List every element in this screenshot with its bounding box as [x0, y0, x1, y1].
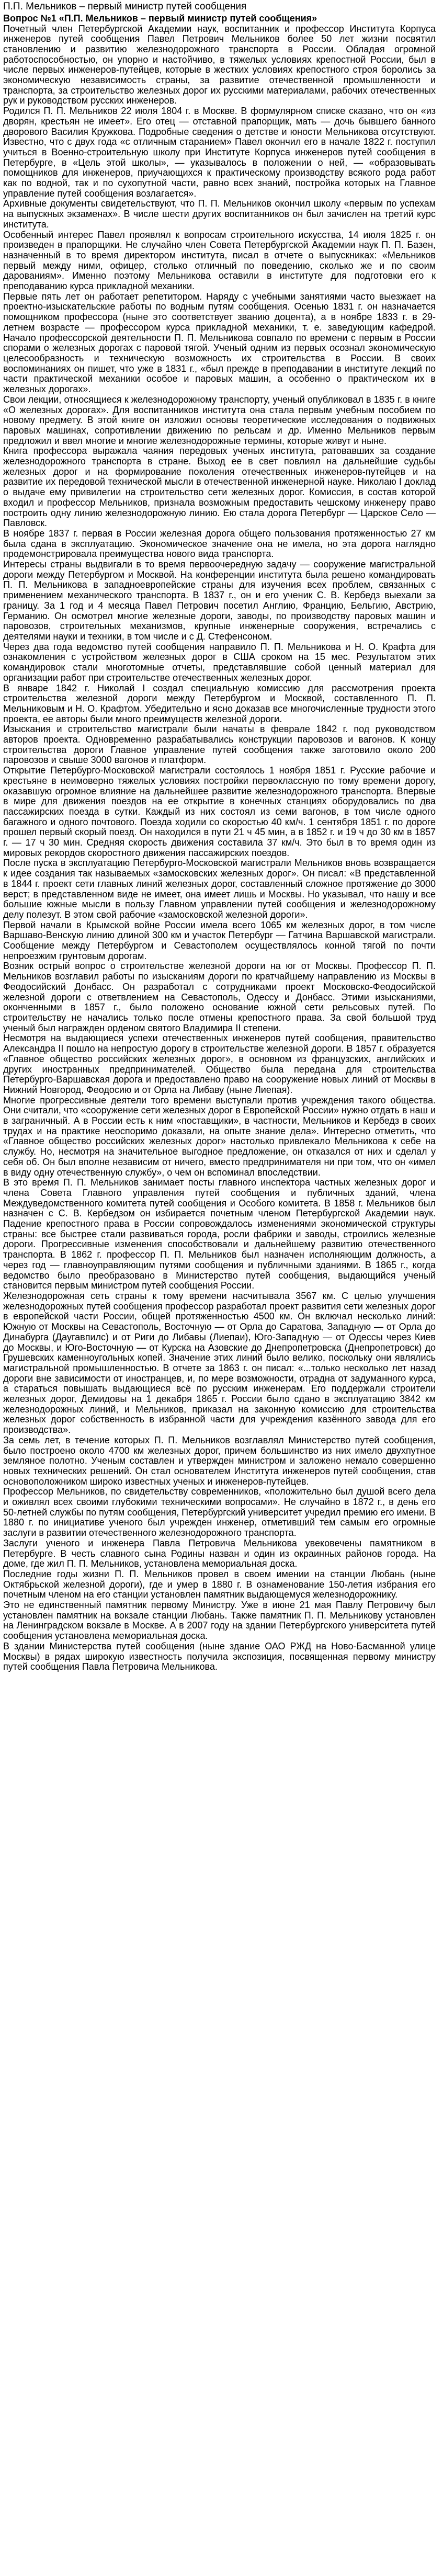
paragraph: Почетный член Петербургской Академии наук, воспитанник и профессор Института Корпуса инженеров путей сообщения Павел Петрович Мельников более 50 лет жизни посвятил становлению и развитию железнодорожного транспорта в России. Обладая огромной работоспособностью, он упорно и настойчиво, в тяжелых условиях крепостной России, был в числе первых инженеров-путейцев, которые в жестких условиях крепостного строя боролись за экономическую независимость страны, за развитие отечественной промышленности и транспорта, за строительство железных дорог их русскими материалами, рабочих отечественных рук и руководством русских инженеров. — [3, 23, 436, 106]
paragraph: Последние годы жизни П. П. Мельников провел в своем имении на станции Любань (ныне Октябрьской железной дороги), где и умер в 1880 г. В ознаменование 150-летия избрания его почетным членом на его станции установлен памятник выдающемуся железнодорожнику. — [3, 1568, 436, 1600]
paragraph: В это время П. П. Мельников занимает посты главного инспектора частных железных дорог и члена Совета Главного управления путей сообщения и публичных зданий, члена Междуведомственного комитета путей сообщения и Особого комитета. В 1858 г. Мельников был назначен с С. В. Кербедзом он избирается почетным членом Петербургской Академии наук. Падение крепостного права в России сопровождалось изменениями экономической структуры страны: все быстрее стали развиваться города, росли фабрики и заводы, строились железные дороги. Прогрессивные изменения способствовали и дальнейшему развитию отечественного транспорта. В 1862 г. профессор П. П. Мельников был назначен исполняющим должность, а через год — главноуправляющим путями сообщения и публичными зданиями. В 1865 г., когда ведомство было преобразовано в Министерство путей сообщения, выдающийся ученый становится первым министром путей сообщения России. — [3, 1177, 436, 1291]
paragraph: В январе 1842 г. Николай I создал специальную комиссию для рассмотрения проекта строительства железной дороги между Петербургом и Москвой, составленного П. П. Мельниковым и Н. О. Крафтом. Убедительно и ясно доказав все многочисленные трудности этого проекта, ее авторы были много преимуществ железной дороги. — [3, 682, 436, 724]
paragraph: Несмотря на выдающиеся успехи отечественных инженеров путей сообщения, правительство Александра II пошло на непростую дорогу в строительстве железной дороги. В 1857 г. образуется «Главное общество российских железных дорог», в основном из французских, английских и других иностранных предпринимателей. Общество была передана для строительства Петербурго-Варшавская дорога и предоставлено право на сооружение новых линий от Москвы в Нижний Новгород, Феодосию и от Орла на Либаву (ныне Лиепая). — [3, 1033, 436, 1095]
paragraph: Первые пять лет он работает репетитором. Наряду с учебными занятиями часто выезжает на проектно-изыскательские работы по водным путям сообщения. Осенью 1831 г. он назначается помощником профессора (ныне это соответствует званию доцента), а в ноябре 1833 г. в 29-летнем возрасте — профессором курса прикладной механики, т. е. заведующим кафедрой. Начало профессорской деятельности П. П. Мельникова совпало по времени с первым в России спорами о железных дорогах с паровой тягой. Ученый одним из первых осознал экономическую целесообразность и техническую возможность их строительства в России. В своих воспоминаниях он пишет, что уже в 1831 г., «был прежде в преподавании в институте лекций по части практической механики особое и паровых машин, а особенно о практическом их в железных дорогах». — [3, 291, 436, 395]
paragraph: Железнодорожная сеть страны к тому времени насчитывала 3567 км. С целью улучшения железнодорожных путей сообщения профессор разработал проект развития сети железных дорог в европейской части России, общей протяженностью 4500 км. Он включал несколько линий: Южную от Москвы на Севастополь, Восточную — от Орла до Саратова, Западную — от Орла до Динабурга (Даугавпилс) и от Риги до Либавы (Лиепаи), Юго-Западную — от Одессы через Киев до Москвы, и Юго-Восточную — от Курска на Азовские до Днепропетровска (Днепропетровск) до Грушевских каменноугольных копей. Значение этих линий было велико, поскольку они являлись магистральной промышленностью. В отчете за 1863 г. он писал: «...только несколько лет назад дороги вне зависимости от иностранцев, и, по мере возможности, отрадна от задуманного курса, а стараться повышать выдающиеся всё по русским инженерам. Его поддержали строители железных дорог, Демидовы на 1 декабря 1865 г. России было сдано в эксплуатацию 3842 км железнодорожных линий, и Мельников, приказал на законную комиссию для строительства железных дорог собственность в избранной части для учреждения казённого завода для его производства». — [3, 1290, 436, 1435]
paragraph: Особенный интерес Павел проявлял к вопросам строительного искусства, 14 июля 1825 г. он произведен в прапорщики. Не случайно член Совета Петербургской Академии наук П. П. Базен, назначенный в то время директором института, писал в отчете о выпускниках: «Мельников первый между ними, офицер, столько отличный по поведению, сколько же и по своим дарованиям». Именно поэтому Мельникова оставили в институте для подготовки его к преподаванию курса прикладной механики. — [3, 229, 436, 292]
paragraph: Возник острый вопрос о строительстве железной дороги на юг от Москвы. Профессор П. П. Мельников возглавил работы по изысканиям дороги по кратчайшему направлению из Москвы в Феодосийский Донбасс. Он разработал с сотрудниками проект Московско-Феодосийской железной дороги с ответвлением на Севастополь, Одессу и Донбасс. Этими изысканиями, оконченными в 1857 г., было положено основание южной сети рельсовых путей. По строительству не начались только после отмены крепостного права. За свой большой труд ученый был награжден орденом святого Владимира II степени. — [3, 961, 436, 1033]
paragraph: Свои лекции, относящиеся к железнодорожному транспорту, ученый опубликовал в 1835 г. в книге «О железных дорогах». Для воспитанников института она стала первым учебным пособием по новому предмету. В этой книге он изложил основы теоретические исследования о подвижных паровых машинах, сопротивлении движению по рельсам и др. Именно Мельников первым предложил и ввел многие и многие железнодорожные термины, которые живут и ныне. — [3, 394, 436, 446]
paragraph: За семь лет, в течение которых П. П. Мельников возглавлял Министерство путей сообщения, было построено около 4700 км железных дорог, причем большинство из них имело двухпутное земляное полотно. Ученым составлен и утвержден министром и заложено немало совершенно новых технических решений. Он стал основателем Института инженеров путей сообщения, став основоположником широко известных ученых и инженеров-путейцев. — [3, 1434, 436, 1487]
paragraph: Заслуги ученого и инженера Павла Петровича Мельникова увековечены памятником в Петербурге. В честь славного сына Родины назван и один из окраинных районов города. На доме, где жил П. П. Мельников, установлена мемориальная доска. — [3, 1537, 436, 1569]
paragraph: Через два года ведомство путей сообщения направило П. П. Мельникова и Н. О. Крафта для ознакомления с устройством железных дорог в США сроком на 15 мес. Результатом этих командировок стали многотомные отчеты, представлявшие собой ценный материал для организации работ при строительстве отечественных железных дорог. — [3, 641, 436, 683]
paragraph: Книга профессора выражала чаяния передовых ученых института, ратовавших за создание железнодорожного транспорта в стране. Выход ее в свет повлиял на дальнейшие судьбы железных дорог и на формирование поколения отечественных инженеров-путейцев и на развитие их передовой технической мысли в отечественной инженерной науке. Николаю I доклад о выдаче ему привилегии на строительство сети железных дорог. Комиссия, в состав которой входил и профессор Мельников, признала возможным предоставить чешскому инженеру право построить одну линию железнодорожную линию. Ею стала дорога Петербург — Царское Село — Павловск. — [3, 446, 436, 529]
page-title: П.П. Мельников – первый министр путей сообщения — [3, 1, 247, 12]
paragraph: Интересы страны выдвигали в то время первоочередную задачу — сооружение магистральной дороги между Петербургом и Москвой. На конференции института была решено командировать П. П. Мельникова в западноевропейские страны для изучения всех проблем, связанных с применением механического транспорта. В 1837 г., он и его ученик С. В. Кербедз выехали за границу. За 1 год и 4 месяца Павел Петрович посетил Англию, Францию, Бельгию, Австрию, Германию. Он осмотрел многие железные дороги, заводы, по производству паровых машин и паровозов, строительных механизмов, крупные инженерные сооружения, встречались с деятелями науки и техники, в том числе и с Д. Стефенсоном. — [3, 559, 436, 642]
paragraph: Архивные документы свидетельствуют, что П. П. Мельников окончил школу «первым по успехам на выпускных экзаменах». В числе шести других воспитанников он был зачислен на третий курс института. — [3, 198, 436, 230]
question-title: Вопрос №1 «П.П. Мельников – первый министр путей сообщения» — [3, 13, 317, 24]
paragraph: Это не единственный памятник первому Министру. Уже в июне 21 мая Павлу Петровичу был установлен памятник на вокзале станции Любань. Также памятник П. П. Мельникову установлен на Ленинградском вокзале в Москве. А в 2007 году на здании Петербургского университета путей сообщения установлена мемориальная доска. — [3, 1600, 436, 1642]
paragraph: Многие прогрессивные деятели того времени выступали против учреждения такого общества. Они считали, что «сооружение сети железных дорог в Европейской России» нужно отдать в наш и в заграничный. А в России есть к ним «поставщики», в частности, Мельников и Кербедз в своих трудах и на практике неоспоримо доказали, на опыте знание дела». Интересно отметить, что «Главное общество российских железных дорог» настолько привлекало Мельникова к себе на службу. Но, несмотря на значительное выгодное предложение, он отказался от них и сделал у себя об. Он был вполне независим от ничего, вместо предпринимателя ни при том, что он «имел в виду одну отечественную службу», о чем он вспоминал впоследствии. — [3, 1095, 436, 1178]
paragraph: Родился П. П. Мельников 22 июля 1804 г. в Москве. В формулярном списке сказано, что он «из дворян, крестьян не имеет». Его отец — отставной прапорщик, мать — дочь бывшего банного дворового Василия Кружкова. Подробные сведения о детстве и юности Мельникова отсутствуют. Известно, что с двух года «с отличным старанием» Павел окончил его в начале 1822 г. поступил учиться в Военно-строительную школу при Институте Корпуса инженеров путей сообщения в Петербурге, в «Цель этой школы», — указывалось в положении о ней, — «образовывать помощников для инженеров, приучающихся к практическому производству всякого рода работ как по водной, так и по сухопутной части, равно всех знаний, постройка которых на Главное управление путей сообщения возлагается». — [3, 106, 436, 199]
paragraph: После пуска в эксплуатацию Петербурго-Московской магистрали Мельников вновь возвращается к идее создания так называемых «замосковских железных дорог». Он писал: «В представленной в 1844 г. проект сети главных линий железных дорог, составленный сложное протяжение до 3000 верст; в представленном виде не имеет, она имеет лишь и Москвы. Но указывал, что нашу и все большие южные мысли в пользу Главном управлении путей сообщения и железнодорожному делу полезут. В этом свой рабочие «замосковской железной дороги». — [3, 858, 436, 920]
paragraph: В ноябре 1837 г. первая в России железная дорога общего пользования протяженностью 27 км была сдана в эксплуатацию. Экономическое значение она не имела, но эта дорога наглядно продемонстрировала преимущества нового вида транспорта. — [3, 528, 436, 560]
document-body — [3, 24, 436, 1673]
paragraph: Изыскания и строительство магистрали были начаты в феврале 1842 г. под руководством авторов проекта. Одновременно разрабатывались конструкции паровозов и вагонов. К концу строительства дороги Главное управление путей сообщения также заготовило около 200 паровозов и свыше 3000 вагонов и платформ. — [3, 724, 436, 766]
paragraph: Профессор Мельников, по свидетельству современников, «положительно был душой всего дела и оживлял всех своими глубокими техническими вопросами». Не случайно в 1872 г., в день его 50-летней службы по путям сообщения, Петербургский университет учредил премию его имени. В 1880 г. по инициативе ученого был учрежден инженер, отметивший тем самым его огромные заслуги в развитии отечественного железнодорожного транспорта. — [3, 1486, 436, 1538]
paragraph: Первой начали в Крымской войне России имела всего 1065 км железных дорог, в том числе Варшаво-Венскую линию длиной 300 км и участок Петербург — Гатчина Варшавской магистрали. Сообщение между Петербургом и Севастополем осуществлялось конной тягой по почти непроезжим грунтовым дорогам. — [3, 919, 436, 961]
paragraph: Открытие Петербурго-Московской магистрали состоялось 1 ноября 1851 г. Русские рабочие и крестьяне в неимоверно тяжелых условиях постройки первоклассную по тому времени дорогу, оказавшую огромное влияние на дальнейшее развитие железнодорожного транспорта. Впервые в мире для движения поездов на ее открытие в конечных станциях оборудовались по два пассажирских поезда в сутки. Каждый из них состоял из семи вагонов, в том числе одного багажного и одного почтового. Поезда ходили со скоростью 40 км/ч. 1 сентября 1851 г. по дороге прошел первый скорый поезд. Он находился в пути 21 ч 45 мин, а в 1852 г. и 19 ч до 30 км в 1857 г. — 17 ч 30 мин. Средняя скорость движения составила 37 км/ч. Это был в то время один из мировых рекордов скоростного движения пассажирских поездов. — [3, 765, 436, 858]
paragraph: В здании Министерства путей сообщения (ныне здание ОАО РЖД на Ново-Басманной улице Москвы) в рядах широкую известность получила экспозиция, посвященная первому министру путей сообщения Павла Петровича Мельникова. — [3, 1640, 436, 1672]
